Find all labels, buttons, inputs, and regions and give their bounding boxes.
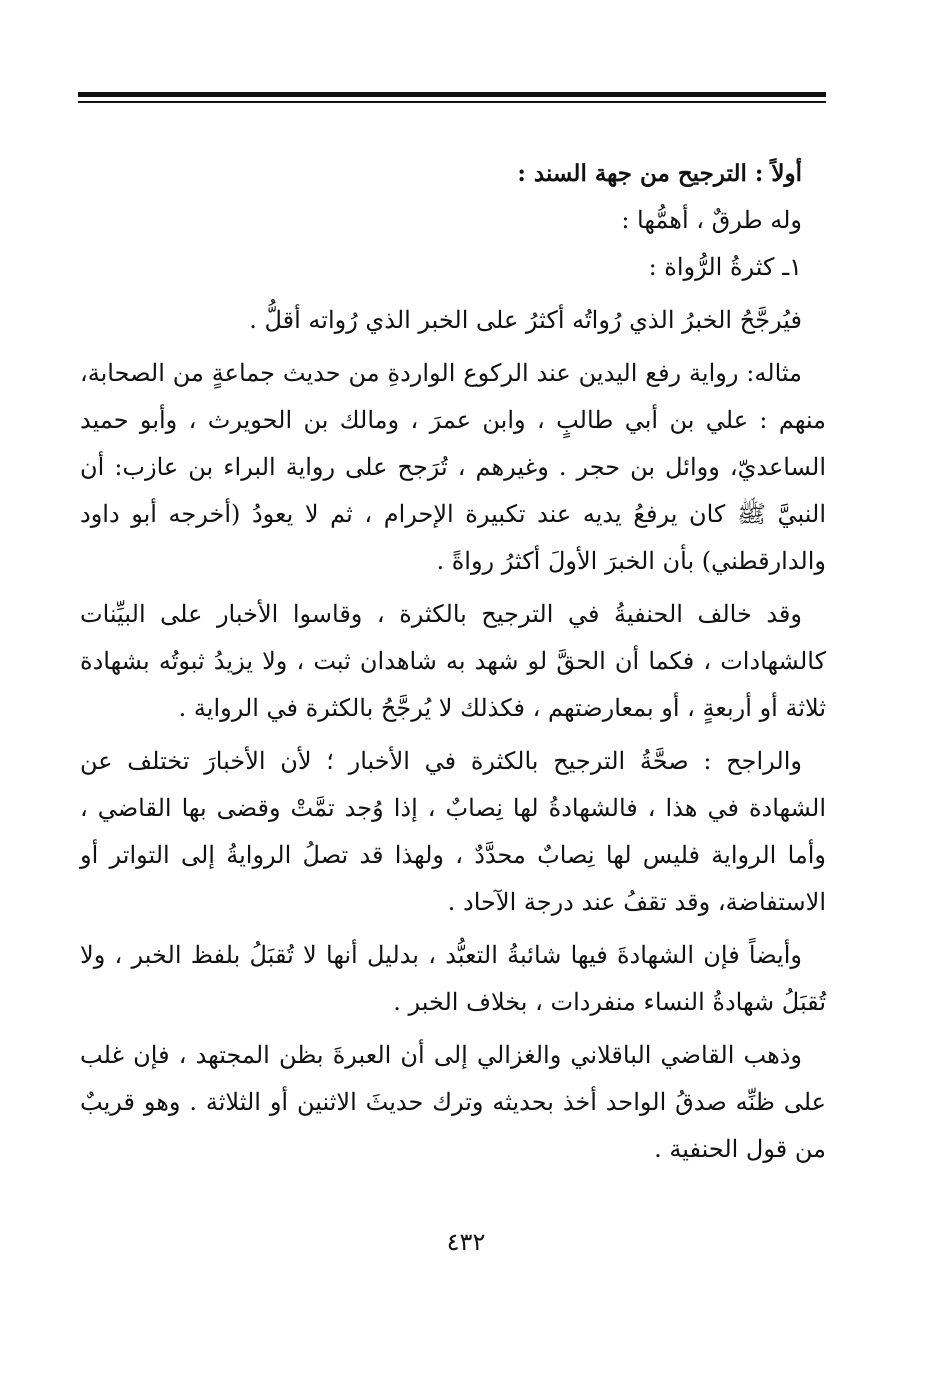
paragraph-baqillani-ghazali: وذهب القاضي الباقلاني والغزالي إلى أن العبرةَ بظن المجتهد ، فإن غلب على ظنِّه صدقُ الواحد أخذ بحديثه وترك حديثَ الاثنين أو الثلاثة . وهو قريبٌ من قول الحنفية . [80,1041,826,1163]
paragraph-rule: فيُرجَّحُ الخبرُ الذي رُواتُه أكثرُ على الخبر الذي رُواته أقلُّ . [249,306,802,334]
intro-line: وله طرقٌ ، أهمُّها : [621,206,802,234]
paragraph-example: مثاله: رواية رفع اليدين عند الركوع الواردةِ من حديث جماعةٍ من الصحابة، منهم : علي بن أبي طالبٍ ، وابن عمرَ ، ومالك بن الحويرث ، وأبو حميد الساعديّ، ووائل بن حجر . وغيرهم ، تُرَجح على رواية البراء بن عازب: أن النبيَّ ﷺ كان يرفعُ يديه عند تكبيرة الإحرام ، ثم لا يعودُ (أخرجه أبو داود والدارقطني) بأن الخبرَ الأولَ أكثرُ رواةً . [80,359,827,575]
header-rule [78,92,826,103]
header-rule-thin [78,101,826,103]
page-body [80,150,826,1179]
paragraph-preferred-view: والراجح : صحَّةُ الترجيح بالكثرة في الأخبار ؛ لأن الأخبارَ تختلف عن الشهادة في هذا ، فالشهادةُ لها نِصابٌ ، إذا وُجد تمَّتْ وقضى بها القاضي ، وأما الرواية فليس لها نِصابٌ محدَّدٌ ، ولهذا قد تصلُ الروايةُ إلى التواتر أو الاستفاضة، وقد تقفُ عند درجة الآحاد . [80,747,826,916]
item-heading: ١ـ كثرةُ الرُّواة : [648,253,802,281]
paragraph-hanafi-view: وقد خالف الحنفيةُ في الترجيح بالكثرة ، وقاسوا الأخبار على البيِّنات كالشهادات ، فكما أن الحقَّ لو شهد به شاهدان ثبت ، ولا يزيدُ ثبوتُه بشهادة ثلاثة أو أربعةٍ ، أو بمعارضتهم ، فكذلك لا يُرجَّحُ بالكثرة في الرواية . [80,600,826,722]
paragraph-testimony-worship: وأيضاً فإن الشهادةَ فيها شائبةُ التعبُّد ، بدليل أنها لا تُقبَلُ بلفظ الخبر ، ولا تُقبَلُ شهادةُ النساء منفردات ، بخلاف الخبر . [80,941,826,1016]
page-number: ٤٣٢ [446,1228,486,1256]
header-rule-thick [78,92,826,97]
section-heading: أولاً : الترجيح من جهة السند : [517,160,802,187]
